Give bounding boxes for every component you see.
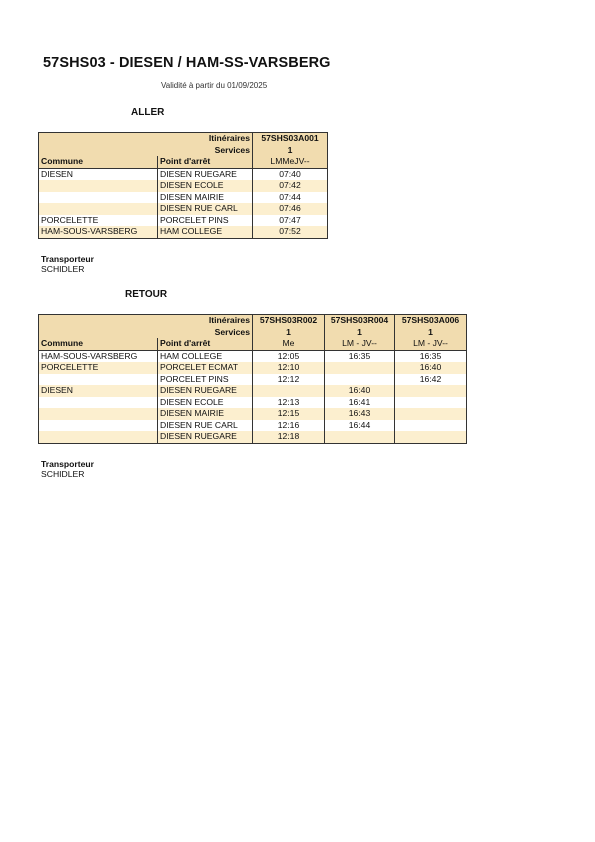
retour-stop-name-cell: PORCELET PINS [158, 374, 253, 386]
retour-commune-cell [39, 431, 158, 443]
retour-time-cell [253, 385, 325, 397]
retour-service-number: 1 [325, 327, 395, 339]
retour-itineraire-code: 57SHS03A006 [395, 315, 467, 327]
retour-service-number: 1 [253, 327, 325, 339]
retour-column-header-row [39, 338, 467, 350]
retour-itineraire-code: 57SHS03R002 [253, 315, 325, 327]
retour-stop-row [39, 385, 467, 397]
retour-stop-name-cell: DIESEN ECOLE [158, 397, 253, 409]
retour-time-cell: 16:43 [325, 408, 395, 420]
aller-services-label: Services [39, 145, 253, 157]
retour-services-label: Services [39, 327, 253, 339]
retour-stop-name-cell: PORCELET ECMAT [158, 362, 253, 374]
aller-carrier-name: SCHIDLER [41, 264, 85, 274]
aller-commune-cell [39, 192, 158, 204]
retour-stop-row [39, 408, 467, 420]
aller-stop-row [39, 192, 328, 204]
retour-stop-name-cell: DIESEN RUE CARL [158, 420, 253, 432]
aller-stop-name-cell: DIESEN RUE CARL [158, 203, 253, 215]
retour-stop-row [39, 374, 467, 386]
retour-stop-row [39, 397, 467, 409]
aller-itineraire-code: 57SHS03A001 [253, 133, 328, 145]
aller-itineraires-label: Itinéraires [39, 133, 253, 145]
retour-stop-name-cell: HAM COLLEGE [158, 350, 253, 362]
aller-time-cell: 07:47 [253, 215, 328, 227]
retour-time-cell: 16:40 [325, 385, 395, 397]
retour-time-cell [395, 397, 467, 409]
aller-commune-cell: HAM-SOUS-VARSBERG [39, 226, 158, 238]
aller-services-row [39, 145, 328, 157]
aller-time-cell: 07:44 [253, 192, 328, 204]
retour-timetable [38, 314, 467, 444]
aller-time-cell: 07:46 [253, 203, 328, 215]
retour-time-cell: 12:10 [253, 362, 325, 374]
validity-date: Validité à partir du 01/09/2025 [161, 81, 268, 90]
retour-time-cell [325, 362, 395, 374]
aller-stop-name-cell: PORCELET PINS [158, 215, 253, 227]
retour-stop-header: Point d'arrêt [158, 338, 253, 350]
retour-itineraires-label: Itinéraires [39, 315, 253, 327]
retour-service-number: 1 [395, 327, 467, 339]
retour-carrier-name: SCHIDLER [41, 469, 85, 479]
aller-stop-row [39, 180, 328, 192]
retour-time-cell [395, 408, 467, 420]
retour-commune-cell: HAM-SOUS-VARSBERG [39, 350, 158, 362]
aller-commune-cell: PORCELETTE [39, 215, 158, 227]
retour-time-cell: 12:05 [253, 350, 325, 362]
retour-time-cell: 12:16 [253, 420, 325, 432]
aller-stop-row [39, 203, 328, 215]
aller-days-cell: LMMeJV-- [253, 156, 328, 168]
retour-commune-cell [39, 374, 158, 386]
aller-stop-name-cell: HAM COLLEGE [158, 226, 253, 238]
retour-time-cell: 16:44 [325, 420, 395, 432]
page-title: 57SHS03 - DIESEN / HAM-SS-VARSBERG [43, 55, 331, 71]
aller-stop-name-cell: DIESEN MAIRIE [158, 192, 253, 204]
retour-stop-name-cell: DIESEN RUEGARE [158, 431, 253, 443]
section-retour-label: RETOUR [125, 289, 168, 300]
aller-commune-cell: DIESEN [39, 168, 158, 180]
aller-timetable [38, 132, 328, 239]
retour-time-cell: 12:15 [253, 408, 325, 420]
retour-time-cell: 16:35 [325, 350, 395, 362]
retour-itineraires-row [39, 315, 467, 327]
aller-carrier-block [41, 254, 94, 274]
aller-itineraires-row [39, 133, 328, 145]
section-aller-label: ALLER [131, 107, 165, 118]
aller-time-cell: 07:52 [253, 226, 328, 238]
retour-commune-cell [39, 408, 158, 420]
retour-time-cell [395, 420, 467, 432]
retour-time-cell [325, 431, 395, 443]
aller-service-number: 1 [253, 145, 328, 157]
retour-days-cell: Me [253, 338, 325, 350]
aller-commune-header: Commune [39, 156, 158, 168]
retour-time-cell: 16:42 [395, 374, 467, 386]
retour-stop-name-cell: DIESEN MAIRIE [158, 408, 253, 420]
retour-stop-row [39, 350, 467, 362]
aller-stop-name-cell: DIESEN ECOLE [158, 180, 253, 192]
retour-commune-cell [39, 397, 158, 409]
aller-commune-cell [39, 180, 158, 192]
retour-carrier-block [41, 459, 94, 479]
retour-commune-header: Commune [39, 338, 158, 350]
retour-carrier-label: Transporteur [41, 459, 95, 469]
retour-time-cell [395, 385, 467, 397]
retour-commune-cell: DIESEN [39, 385, 158, 397]
aller-stop-header: Point d'arrêt [158, 156, 253, 168]
retour-itineraire-code: 57SHS03R004 [325, 315, 395, 327]
aller-carrier-label: Transporteur [41, 254, 95, 264]
retour-services-row [39, 327, 467, 339]
retour-days-cell: LM - JV-- [325, 338, 395, 350]
aller-stop-name-cell: DIESEN RUEGARE [158, 168, 253, 180]
retour-stop-name-cell: DIESEN RUEGARE [158, 385, 253, 397]
aller-time-cell: 07:42 [253, 180, 328, 192]
aller-stop-row [39, 215, 328, 227]
aller-stop-row [39, 168, 328, 180]
aller-stop-row [39, 226, 328, 238]
retour-time-cell: 16:40 [395, 362, 467, 374]
retour-commune-cell: PORCELETTE [39, 362, 158, 374]
retour-time-cell [395, 431, 467, 443]
retour-stop-row [39, 431, 467, 443]
retour-time-cell [325, 374, 395, 386]
aller-column-header-row [39, 156, 328, 168]
retour-stop-row [39, 420, 467, 432]
retour-commune-cell [39, 420, 158, 432]
aller-time-cell: 07:40 [253, 168, 328, 180]
retour-time-cell: 12:12 [253, 374, 325, 386]
retour-stop-row [39, 362, 467, 374]
aller-commune-cell [39, 203, 158, 215]
retour-days-cell: LM - JV-- [395, 338, 467, 350]
retour-time-cell: 12:13 [253, 397, 325, 409]
retour-time-cell: 16:41 [325, 397, 395, 409]
retour-time-cell: 12:18 [253, 431, 325, 443]
retour-time-cell: 16:35 [395, 350, 467, 362]
